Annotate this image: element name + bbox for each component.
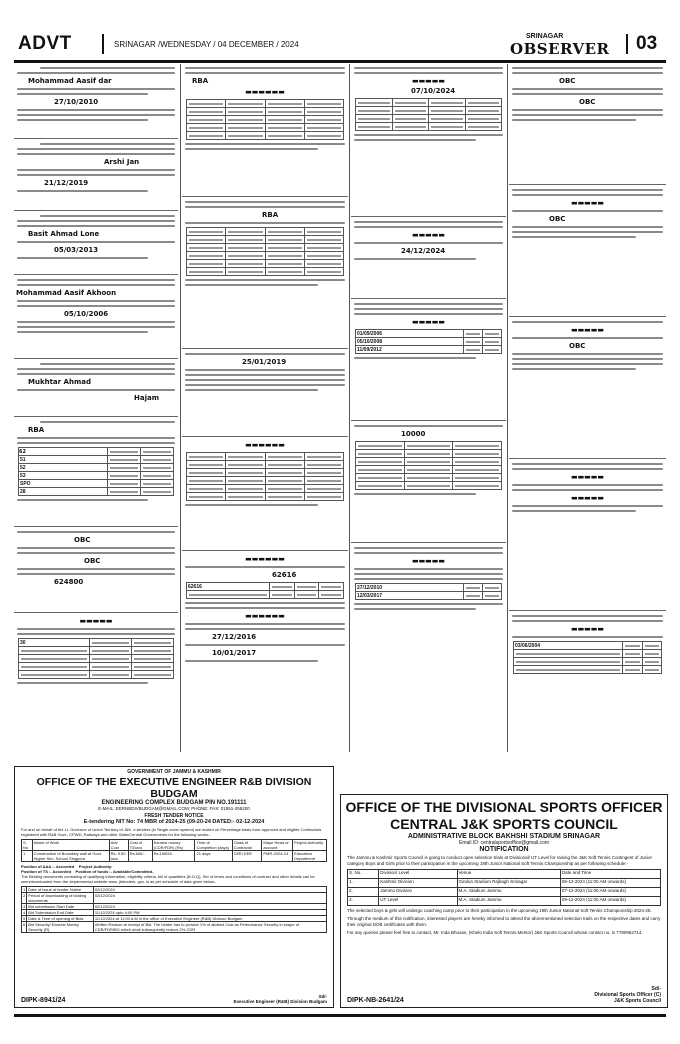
- notice-tag: RBA: [28, 426, 45, 434]
- notice-name: Basit Ahmad Lone: [28, 230, 100, 238]
- urdu-notice: [14, 360, 178, 417]
- masthead: OBSERVER: [510, 40, 610, 58]
- table-row: 2 Period of downloading of bidding documents 02/12/2024: [22, 893, 327, 904]
- notice-table: 62616: [186, 582, 344, 599]
- page-bottom-rule: [14, 1014, 666, 1017]
- urdu-notice: [182, 350, 348, 437]
- notice-tag: OBC: [559, 77, 576, 85]
- table-row: 6 Bid Security/ Earnest Money Security (R) Written Reason at receipt of Bid. The bidder has to provide 1% of allotted Cost as Performance Security in shape of CDR/FDR/BG which shall subsequently reduce 2% CDR: [22, 922, 327, 933]
- notice-name: Hajam: [134, 394, 159, 402]
- page-header: [14, 30, 666, 63]
- sports-council-notice: [340, 794, 668, 1008]
- urdu-notice: ▬▬▬▬▬ ▬▬▬▬▬: [509, 460, 666, 611]
- council-title: CENTRAL J&K SPORTS COUNCIL: [390, 816, 618, 832]
- masthead-city: SRINAGAR: [526, 33, 564, 40]
- notice-column-1: [14, 64, 178, 752]
- notice-date: 07/10/2024: [411, 87, 456, 95]
- notice-date: 05/03/2013: [54, 246, 99, 254]
- dateline: SRINAGAR /WEDNESDAY / 04 DECEMBER / 2024: [114, 40, 299, 49]
- urdu-notice: ▬▬▬▬▬▬: [182, 438, 348, 551]
- notice-table: 01/09/2006 05/10/2008 11/09/2012: [355, 329, 502, 354]
- schedule-table: [21, 886, 327, 933]
- urdu-notice: ▬▬▬▬▬ 24/12/2024: [351, 218, 506, 299]
- notice-column-3: [351, 64, 506, 752]
- table-row: 3 Bid submission Start Date 02/12/2024: [22, 904, 327, 910]
- approval-status: Position of AAA :- Accorded Project Authority: Position of TS :- Accorded Position of funds :- Available/Committed, The Bidding documents consisting of qualifying information, eligibility criteria, bill of quantities (B.O.Q), Set of terms and conditions of contract and other details can be seen/downloaded from the departmental website www. jktenders. gov. in as per schedule of date given below:-: [21, 864, 315, 884]
- urdu-notice: [14, 276, 178, 359]
- notice-table: 62 51 52 53 SPO 28: [18, 447, 174, 496]
- notice-amount: 62616: [272, 571, 297, 579]
- office-title: OFFICE OF THE EXECUTIVE ENGINEER R&B DIVISION BUDGAM: [36, 776, 312, 800]
- notice-type: FRESH TENDER NOTICE: [144, 813, 204, 819]
- office-address: ADMINISTRATIVE BLOCK BAKHSHI STADIUM SRINAGAR: [407, 833, 601, 840]
- table-row: 1 Construction of Boundary wall at Govt. Higher Sec. School Singpora Rs. 9.50 lacs Rs.600/- Rs.19000/- 21 days CEE/ EEE PMR-2024-24 Education Department: [22, 851, 327, 862]
- urdu-notice: [14, 528, 178, 613]
- notice-column-4: [509, 64, 666, 752]
- notice-paragraph: For any queries please feel free to contact, Mr. Inda Bhusan, (Khelo India Soft Tennis Mentor) J&K Sports Council whose contact no. is 7780962714.: [347, 930, 643, 935]
- page-number: 03: [636, 33, 658, 54]
- works-table: S. No Name of Work Adv. Cost Cost of T/Docs Earnest money (CDR/FDR) (Rs) Time of Completion (days) Class of Contractor Major Head of account Project Authority 1 Construction of Boundary wall at Govt. Higher Sec. School Singpora Rs. 9.50 lacs Rs.600/- Rs.19000/- 21 days CEE/ EEE PMR-2024-24 Education Department: [21, 839, 327, 862]
- notice-date: 25/01/2019: [242, 358, 287, 366]
- column-rule: [349, 64, 350, 752]
- urdu-notices-area: [14, 64, 666, 752]
- notice-date: 27/12/2016: [212, 633, 257, 641]
- notice-date: 24/12/2024: [401, 247, 446, 255]
- urdu-notice: ▬▬▬▬▬ OBC: [509, 186, 666, 317]
- notice-date: 05/10/2006: [64, 310, 109, 318]
- notice-type: NOTIFICATION: [479, 846, 529, 853]
- urdu-notice: [182, 198, 348, 349]
- table-row: 1. Kashmir Division Gindun Stadium Rajbagh Srinagar 06-12-2024 (11:00 AM onwards): [348, 879, 661, 888]
- urdu-notice: RBA ▬▬▬▬▬▬: [182, 64, 348, 197]
- notice-table: [355, 98, 502, 131]
- nit-number: E-tendering NIT No: 74 MBR of 2024-25 (09-20-24 DATED:- 02-12-2024: [83, 819, 265, 825]
- notice-amount: 10000: [401, 430, 426, 438]
- signature-block: Sd/- Executive Engineer (R&B) Division Budgam: [233, 994, 327, 1004]
- section-label: ADVT: [18, 33, 72, 54]
- notice-table: [186, 99, 344, 140]
- dipk-number: DIPK-NB-2641/24: [347, 997, 404, 1004]
- table-row: 2. Jammu Division M.A. Stadium Jammu 07-12-2024 (11:00 AM onwards): [348, 888, 661, 897]
- notice-intro: The Jammu & Kashmir Sports Council is going to conduct open selection trials at Divisional/ UT Level for raising the J&K Soft Tennis Contingent of Junior category Boys and Girls prior to their participation in the upcoming 19th Junior National Soft Tennis Championship as per following schedule:-: [347, 855, 652, 866]
- urdu-notice: ▬▬▬▬▬ 27/12/2010 12/03/2017: [351, 544, 506, 752]
- notice-tag: OBC: [549, 215, 566, 223]
- notice-tag: RBA: [192, 77, 209, 85]
- notice-table: [355, 441, 502, 490]
- column-rule: [180, 64, 181, 752]
- notice-paragraph: Through the medium of this notification, interested players are hereby informed to attend the aforementioned selection trails on the respective dates and carry their original DOB certificates with them.: [347, 916, 661, 927]
- notice-name: Mohammad Aasif Akhoon: [16, 289, 117, 297]
- government-line: GOVERNMENT OF JAMMU & KASHMIR: [127, 769, 221, 775]
- notice-tag: OBC: [74, 536, 91, 544]
- table-row: 1 Date of Issue of tender Notice 02/12/2024: [22, 887, 327, 893]
- tender-intro: For and on behalf of the Lt. Governor of Union Territory of J&K, e-tenders (in Single cover system) are invited on Percentage basis from approved and eligible Contractors registered with R&B Govt., CPWD, Railways and other State/Central Governments for the following works:-: [21, 827, 322, 837]
- table-row: 3. UT Level M.A. Stadium Jammu 09-12-2024 (11:00 AM onwards): [348, 897, 661, 906]
- table-row: 5 Date & Time of opening of Bids 11/12/2024 at 11:00 A.M in the office of Executive Engineer (R&B) Division Budgam: [22, 916, 327, 922]
- notice-table: 30: [18, 638, 174, 679]
- notice-date: 21/12/2019: [44, 179, 89, 187]
- urdu-notice: ▬▬▬▬▬ OBC: [509, 318, 666, 459]
- urdu-notice: [351, 422, 506, 543]
- notice-tag: OBC: [84, 557, 101, 565]
- notice-tag: OBC: [569, 342, 586, 350]
- urdu-notice: [14, 64, 178, 139]
- notice-tag: OBC: [579, 98, 596, 106]
- notice-table: 03/06/2004: [513, 641, 662, 674]
- column-rule: [507, 64, 508, 752]
- urdu-notice: [14, 212, 178, 275]
- urdu-notice: ▬▬▬▬▬ 07/10/2024: [351, 64, 506, 217]
- signature-block: Sd/- Divisional Sports Officer (C) J&K Sports Council: [594, 986, 661, 1004]
- notice-name: Mohammad Aasif dar: [28, 77, 112, 85]
- header-divider: [102, 34, 104, 54]
- urdu-notice: [14, 140, 178, 211]
- urdu-notice: ▬▬▬▬▬ 03/06/2004: [509, 612, 666, 752]
- trials-table: S. No. Division/ Level Venue Date and Time 1. Kashmir Division Gindun Stadium Rajbagh Srinagar 06-12-2024 (11:00 AM onwards) 2. Jammu Division M.A. Stadium Jammu 07-12-2024 (11:00 AM onwards) 3. UT Level M.A. Stadium Jammu 09-12-2024 (11:00 AM onwards): [347, 869, 661, 906]
- notice-name: Mukhtar Ahmad: [28, 378, 91, 386]
- office-contact: E-MAIL: EERNBDIVBUDGAM@GMAIL.COM; PHONE: FAX: 01951-255200: [98, 806, 250, 811]
- urdu-notice: [14, 418, 178, 527]
- office-address: ENGINEERING COMPLEX BUDGAM PIN NO.191111: [101, 800, 247, 806]
- notice-date: 10/01/2017: [212, 649, 257, 657]
- urdu-notice: ▬▬▬▬▬ 30: [14, 614, 178, 752]
- notice-table: [186, 452, 344, 501]
- notice-date: 27/10/2010: [54, 98, 99, 106]
- office-email: Email ID: centralsportsoffice@gmail.com: [458, 840, 549, 846]
- notice-tag: RBA: [262, 211, 279, 219]
- notice-column-2: [182, 64, 348, 752]
- urdu-notice: ▬▬▬▬▬▬ 62616 62616 ▬▬▬▬▬▬ 27/12/2016 10/01/2017: [182, 552, 348, 752]
- header-divider: [626, 34, 628, 54]
- notice-table: 27/12/2010 12/03/2017: [355, 583, 502, 600]
- urdu-notice: ▬▬▬▬▬ 01/09/2006 05/10/2008 11/09/2012: [351, 300, 506, 421]
- notice-paragraph: The selected boys & girls will undergo coaching camp prior to their participation in the upcoming 19th Junior National Soft Tennis Championship 2024-25.: [347, 908, 652, 913]
- notice-table: [186, 227, 344, 276]
- dipk-number: DIPK-8941/24: [21, 997, 66, 1004]
- table-row: 4 Bid Submission End Date 11/12/2024 upto 4:00 PM: [22, 910, 327, 916]
- notice-amount: 624800: [54, 578, 84, 586]
- notice-name: Arshi Jan: [104, 158, 140, 166]
- urdu-notice: [509, 64, 666, 185]
- office-title: OFFICE OF THE DIVISIONAL SPORTS OFFICER: [345, 799, 663, 815]
- rb-tender-notice: [14, 766, 334, 1008]
